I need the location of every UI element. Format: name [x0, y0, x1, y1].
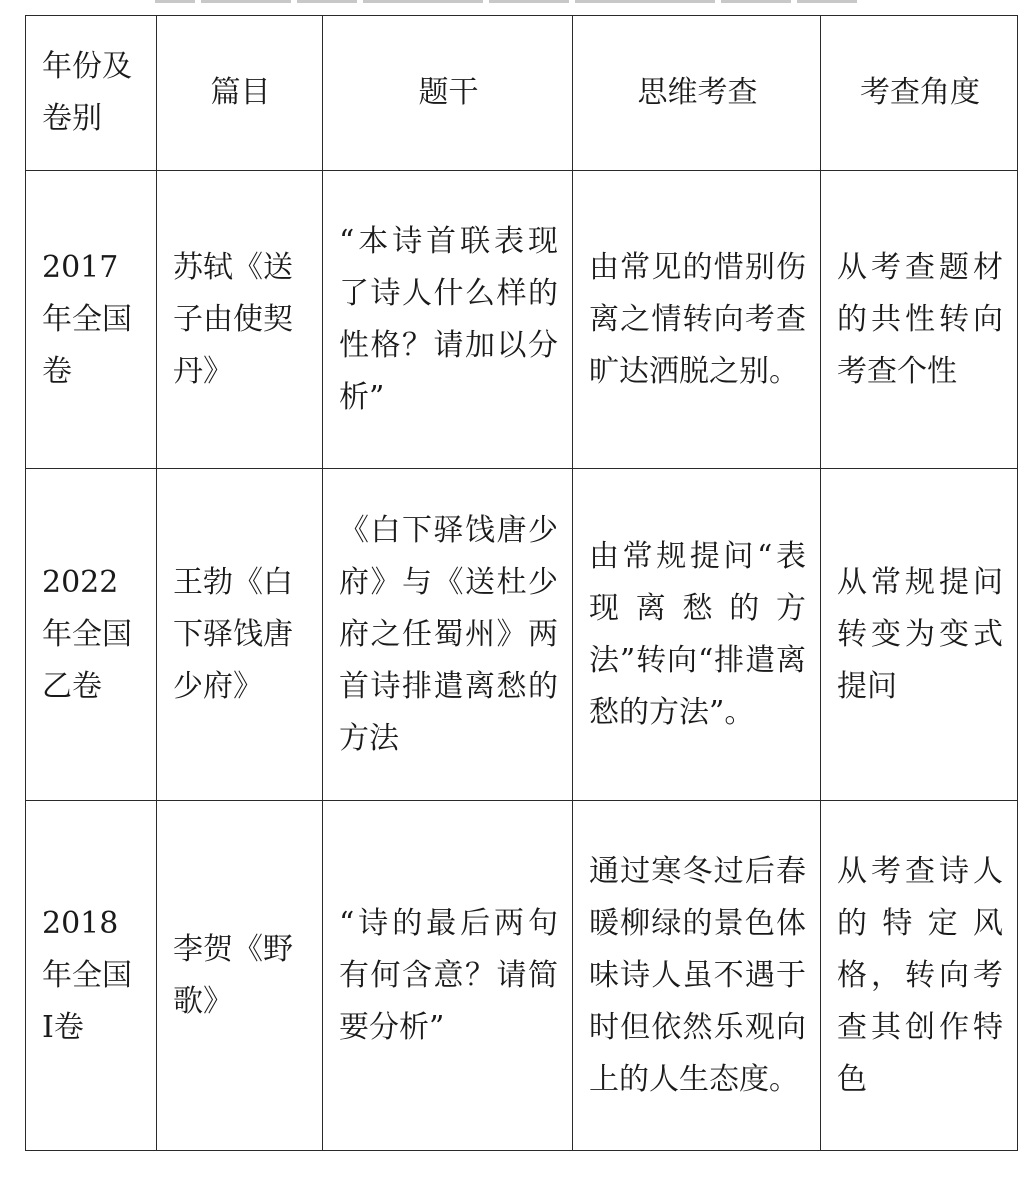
cell-question: “诗的最后两句有何含意？请简要分析” — [323, 801, 573, 1151]
table-row — [26, 801, 1018, 1151]
header-title: 篇目 — [157, 16, 323, 171]
cell-angle: 从考查题材的共性转向考查个性 — [821, 171, 1018, 469]
header-question: 题干 — [323, 16, 573, 171]
cell-title: 王勃《白下驿饯唐少府》 — [157, 469, 323, 801]
cell-title: 苏轼《送子由使契丹》 — [157, 171, 323, 469]
cell-angle: 从常规提问转变为变式提问 — [821, 469, 1018, 801]
cell-year: 2017年全国卷 — [26, 171, 157, 469]
table-row — [26, 171, 1018, 469]
poetry-exam-table — [25, 15, 1018, 1151]
header-thinking: 思维考查 — [573, 16, 821, 171]
cell-year: 2022年全国乙卷 — [26, 469, 157, 801]
cell-year: 2018年全国Ⅰ卷 — [26, 801, 157, 1151]
cell-question: “本诗首联表现了诗人什么样的性格？请加以分析” — [323, 171, 573, 469]
cell-thinking: 由常见的惜别伤离之情转向考查旷达洒脱之别。 — [573, 171, 821, 469]
table-header-row — [26, 16, 1018, 171]
cell-thinking: 通过寒冬过后春暖柳绿的景色体味诗人虽不遇于时但依然乐观向上的人生态度。 — [573, 801, 821, 1151]
cell-thinking: 由常规提问“表现离愁的方法”转向“排遣离愁的方法”。 — [573, 469, 821, 801]
cell-angle: 从考查诗人的特定风格，转向考查其创作特色 — [821, 801, 1018, 1151]
header-year: 年份及卷别 — [26, 16, 157, 171]
header-angle: 考查角度 — [821, 16, 1018, 171]
cell-title: 李贺《野歌》 — [157, 801, 323, 1151]
cell-question: 《白下驿饯唐少府》与《送杜少府之任蜀州》两首诗排遣离愁的方法 — [323, 469, 573, 801]
previous-page-text-remnant — [155, 0, 875, 4]
table-row — [26, 469, 1018, 801]
